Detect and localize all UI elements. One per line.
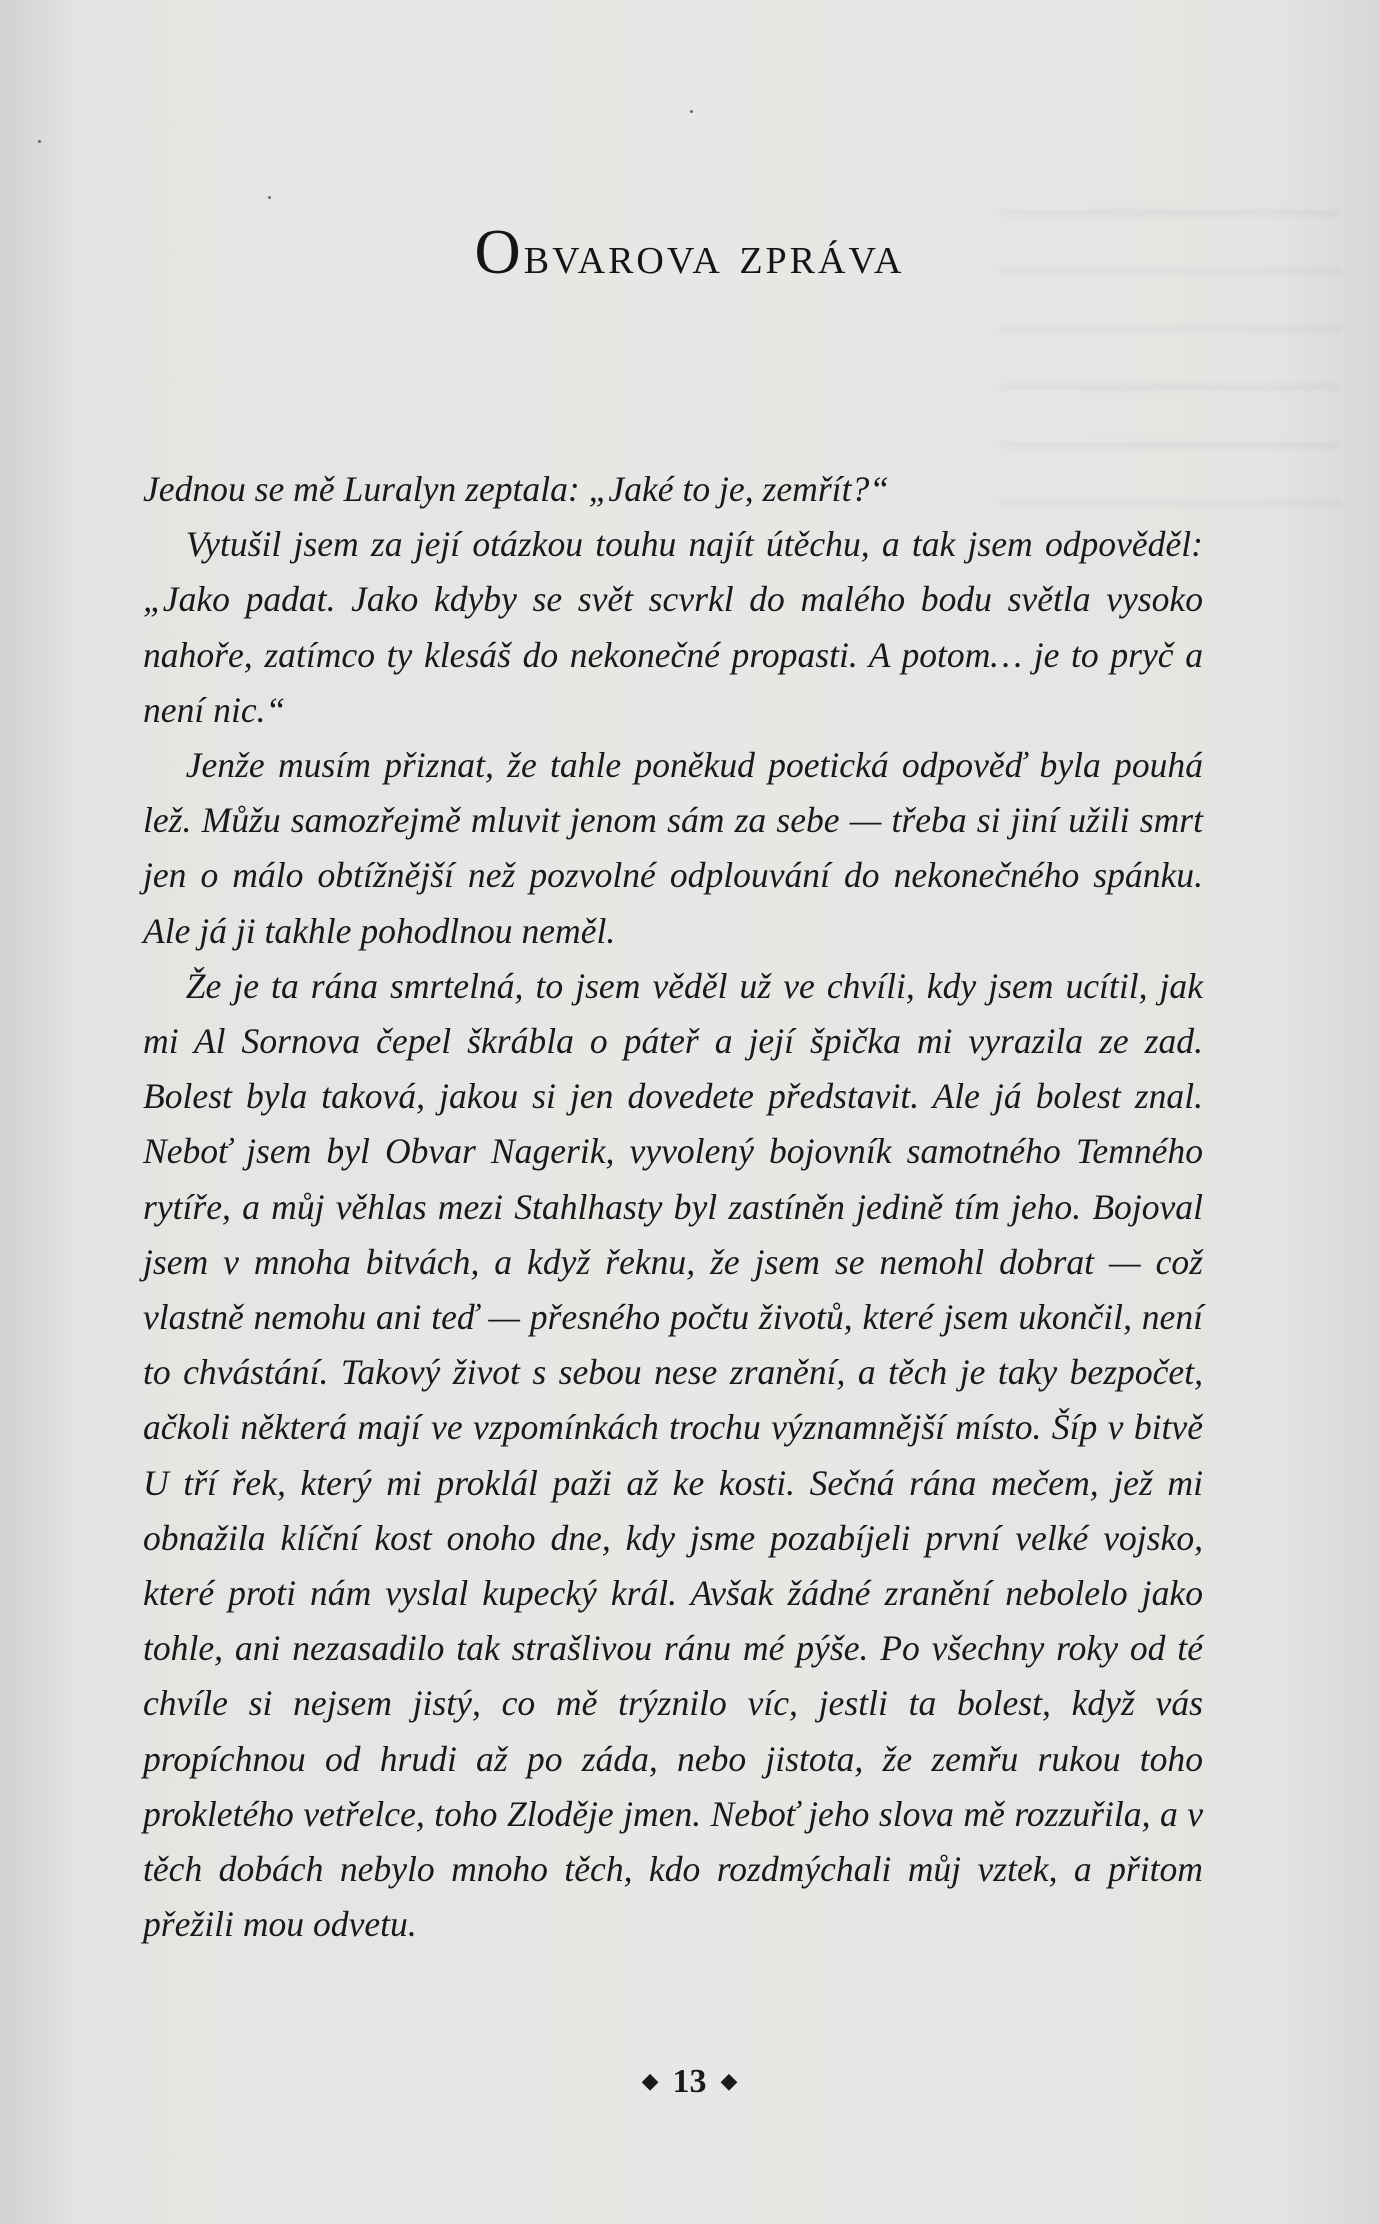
paragraph-3: Jenže musím přiznat, že tahle poněkud poetická odpověď byla pouhá lež. Můžu samozřejmě mluvit jenom sám za sebe — třeba si jiní užili smrt jen o málo obtížnější než pozvolné odplouvání do nekonečného spánku. Ale já ji takhle pohodlnou neměl. bbox=[143, 745, 1203, 951]
paragraph-4: Že je ta rána smrtelná, to jsem věděl už ve chvíli, kdy jsem ucítil, jak mi Al Sornova čepel škrábla o páteř a její špička mi vyrazila ze zad. Bolest byla taková, jakou si jen dovedete představit. Ale já bolest znal. Neboť jsem byl Obvar Nagerik, vyvolený bojovník samotného Temného rytíře, a můj věhlas mezi Stahlhasty byl zastíněn jedině tím jeho. Bojoval jsem v mnoha bitvách, a když řeknu, že jsem se nemohl dobrat — což vlastně nemohu ani teď — přesného počtu životů, které jsem ukončil, není to chvástání. Takový život s sebou nese zranění, a těch je taky bezpočet, ačkoli některá mají ve vzpomínkách trochu významnější místo. Šíp v bitvě U tří řek, který mi proklál paži až ke kosti. Sečná rána mečem, jež mi obnažila klíční kost onoho dne, kdy jsme pozabíjeli první velké vojsko, které proti nám vyslal kupecký král. Avšak žádné zranění nebolelo jako tohle, ani nezasadilo tak strašlivou ránu mé pýše. Po všechny roky od té chvíle si nejsem jistý, co mě trýznilo víc, jestli ta bolest, když vás propíchnou od hrudi až po záda, nebo jistota, že zemřu rukou toho prokletého vetřelce, toho Zloděje jmen. Neboť jeho slova mě rozzuřila, a v těch dobách nebylo mnoho těch, kdo rozdmýchali můj vztek, a přitom přežili mou odvetu. bbox=[143, 965, 1203, 1945]
chapter-title-rest: bvarova zpráva bbox=[523, 225, 905, 285]
chapter-body bbox=[143, 462, 1203, 1952]
paragraph-1: Jednou se mě Luralyn zeptala: „Jaké to je, zemřít?“ bbox=[143, 469, 890, 509]
paper-speck bbox=[268, 196, 271, 199]
page-footer bbox=[0, 2063, 1379, 2101]
paper-speck bbox=[38, 140, 41, 143]
diamond-ornament-left-icon: ◆ bbox=[641, 2068, 659, 2094]
chapter-title bbox=[0, 215, 1379, 289]
paper-speck bbox=[690, 110, 693, 113]
diamond-ornament-right-icon: ◆ bbox=[720, 2068, 738, 2094]
chapter-title-initial: O bbox=[474, 216, 524, 287]
paragraph-2: Vytušil jsem za její otázkou touhu najít útěchu, a tak jsem odpověděl: „Jako padat. Jako kdyby se svět scvrkl do malého bodu světla vysoko nahoře, zatímco ty klesáš do nekonečné propasti. A potom… je to pryč a není nic.“ bbox=[143, 524, 1203, 730]
page-number: 13 bbox=[672, 2063, 707, 2100]
